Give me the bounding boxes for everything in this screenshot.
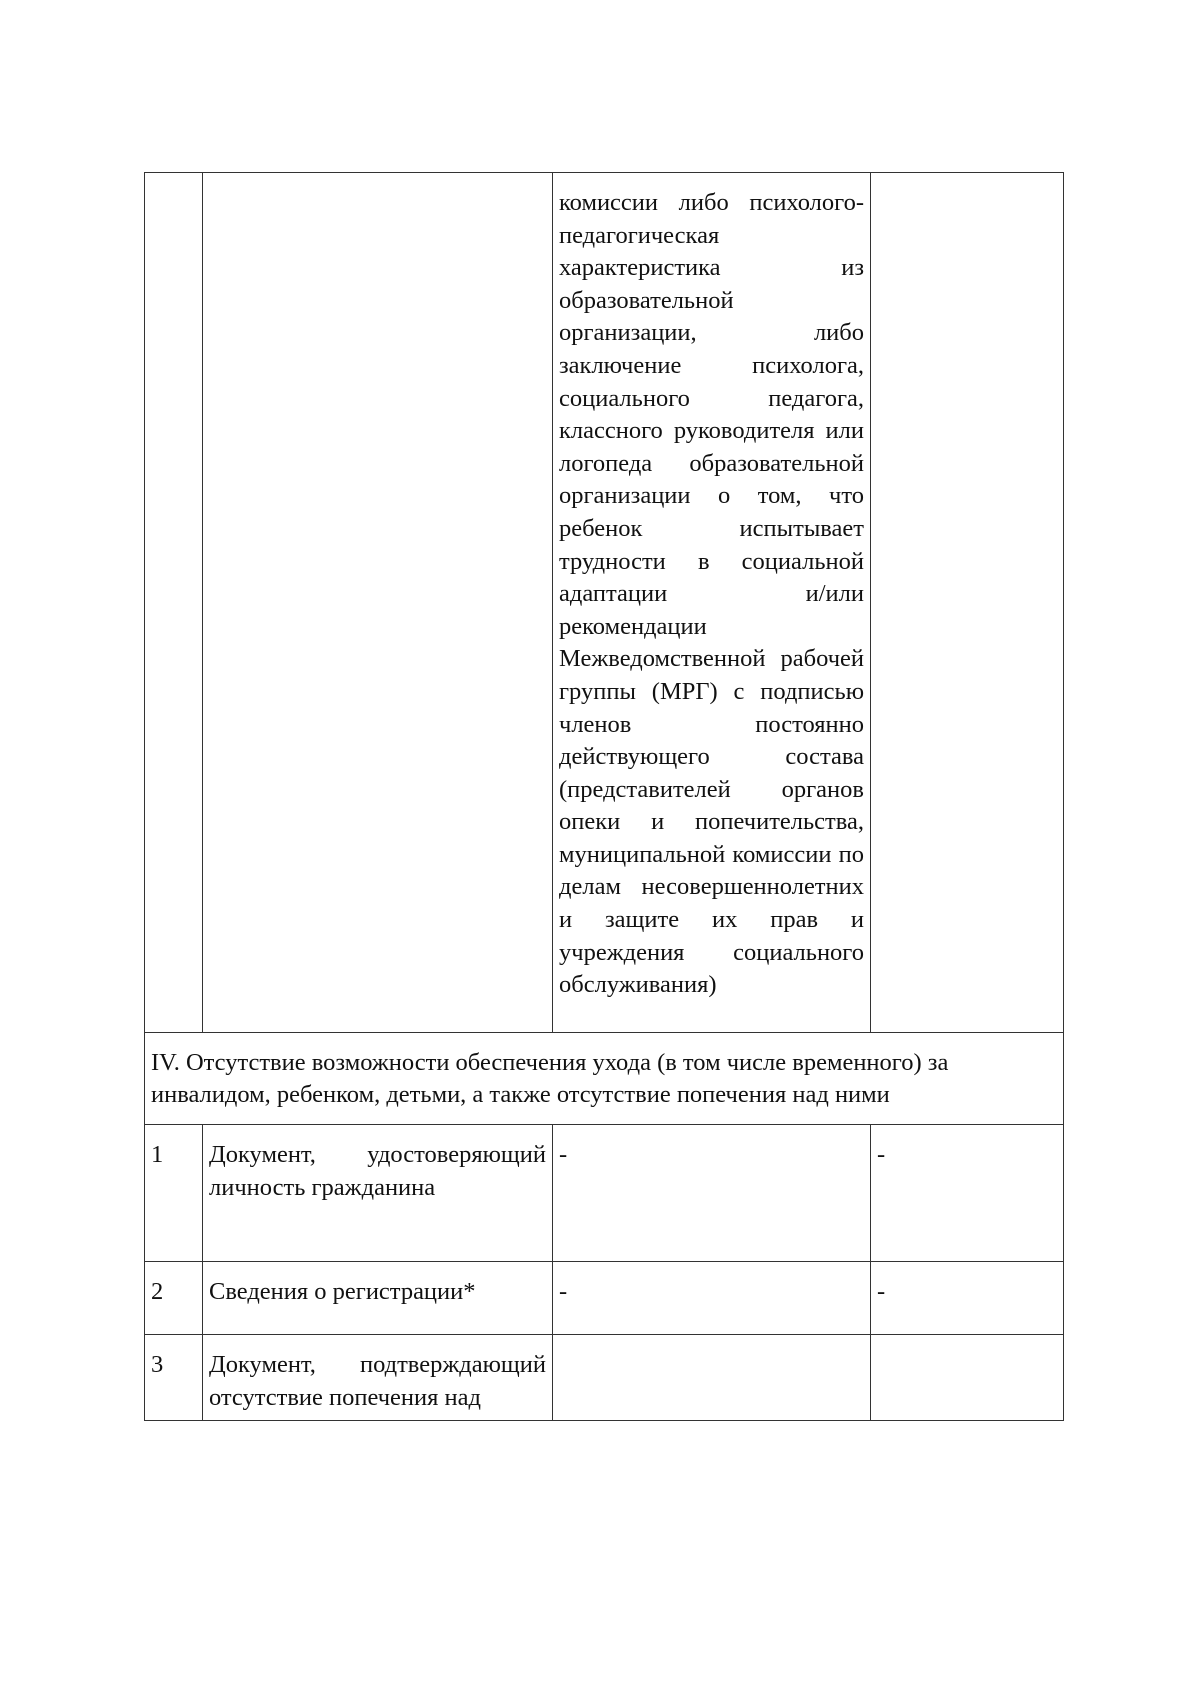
row-name-cell <box>203 173 553 1033</box>
row-name-cell: Документ, подтверждающий отсутствие попечения над <box>203 1335 553 1421</box>
row-name-cell: Документ, удостоверяющий личность гражданина <box>203 1125 553 1262</box>
row-number-cell: 3 <box>145 1335 203 1421</box>
row-col4-cell: - <box>871 1125 1064 1262</box>
table-row <box>145 1335 1064 1421</box>
table-row <box>145 1262 1064 1335</box>
table-row <box>145 1125 1064 1262</box>
row-number-cell <box>145 173 203 1033</box>
row-col4-cell <box>871 1335 1064 1421</box>
row-col3-cell: - <box>553 1262 871 1335</box>
section-heading-row <box>145 1032 1064 1124</box>
row-col3-cell: - <box>553 1125 871 1262</box>
table-row-continuation <box>145 173 1064 1033</box>
row-number-cell: 1 <box>145 1125 203 1262</box>
row-col4-cell: - <box>871 1262 1064 1335</box>
row-name-cell: Сведения о регистрации* <box>203 1262 553 1335</box>
document-description-cell: комиссии либо психолого-педагогическая характеристика из образовательной организации, либо заключение психолога, социального педагога, классного руководителя или логопеда образовательной организации о том, что ребенок испытывает трудности в социальной адаптации и/или рекомендации Межведомственной рабочей группы (МРГ) с подписью членов постоянно действующего состава (представителей органов опеки и попечительства, муниципальной комиссии по делам несовершеннолетних и защите их прав и учреждения социального обслуживания) <box>553 173 871 1033</box>
section-heading: IV. Отсутствие возможности обеспечения ухода (в том числе временного) за инвалидом, ребенком, детьми, а также отсутствие попечения над ними <box>145 1032 1064 1124</box>
document-table <box>144 172 1064 1421</box>
row-number-cell: 2 <box>145 1262 203 1335</box>
row-extra-cell <box>871 173 1064 1033</box>
row-col3-cell <box>553 1335 871 1421</box>
